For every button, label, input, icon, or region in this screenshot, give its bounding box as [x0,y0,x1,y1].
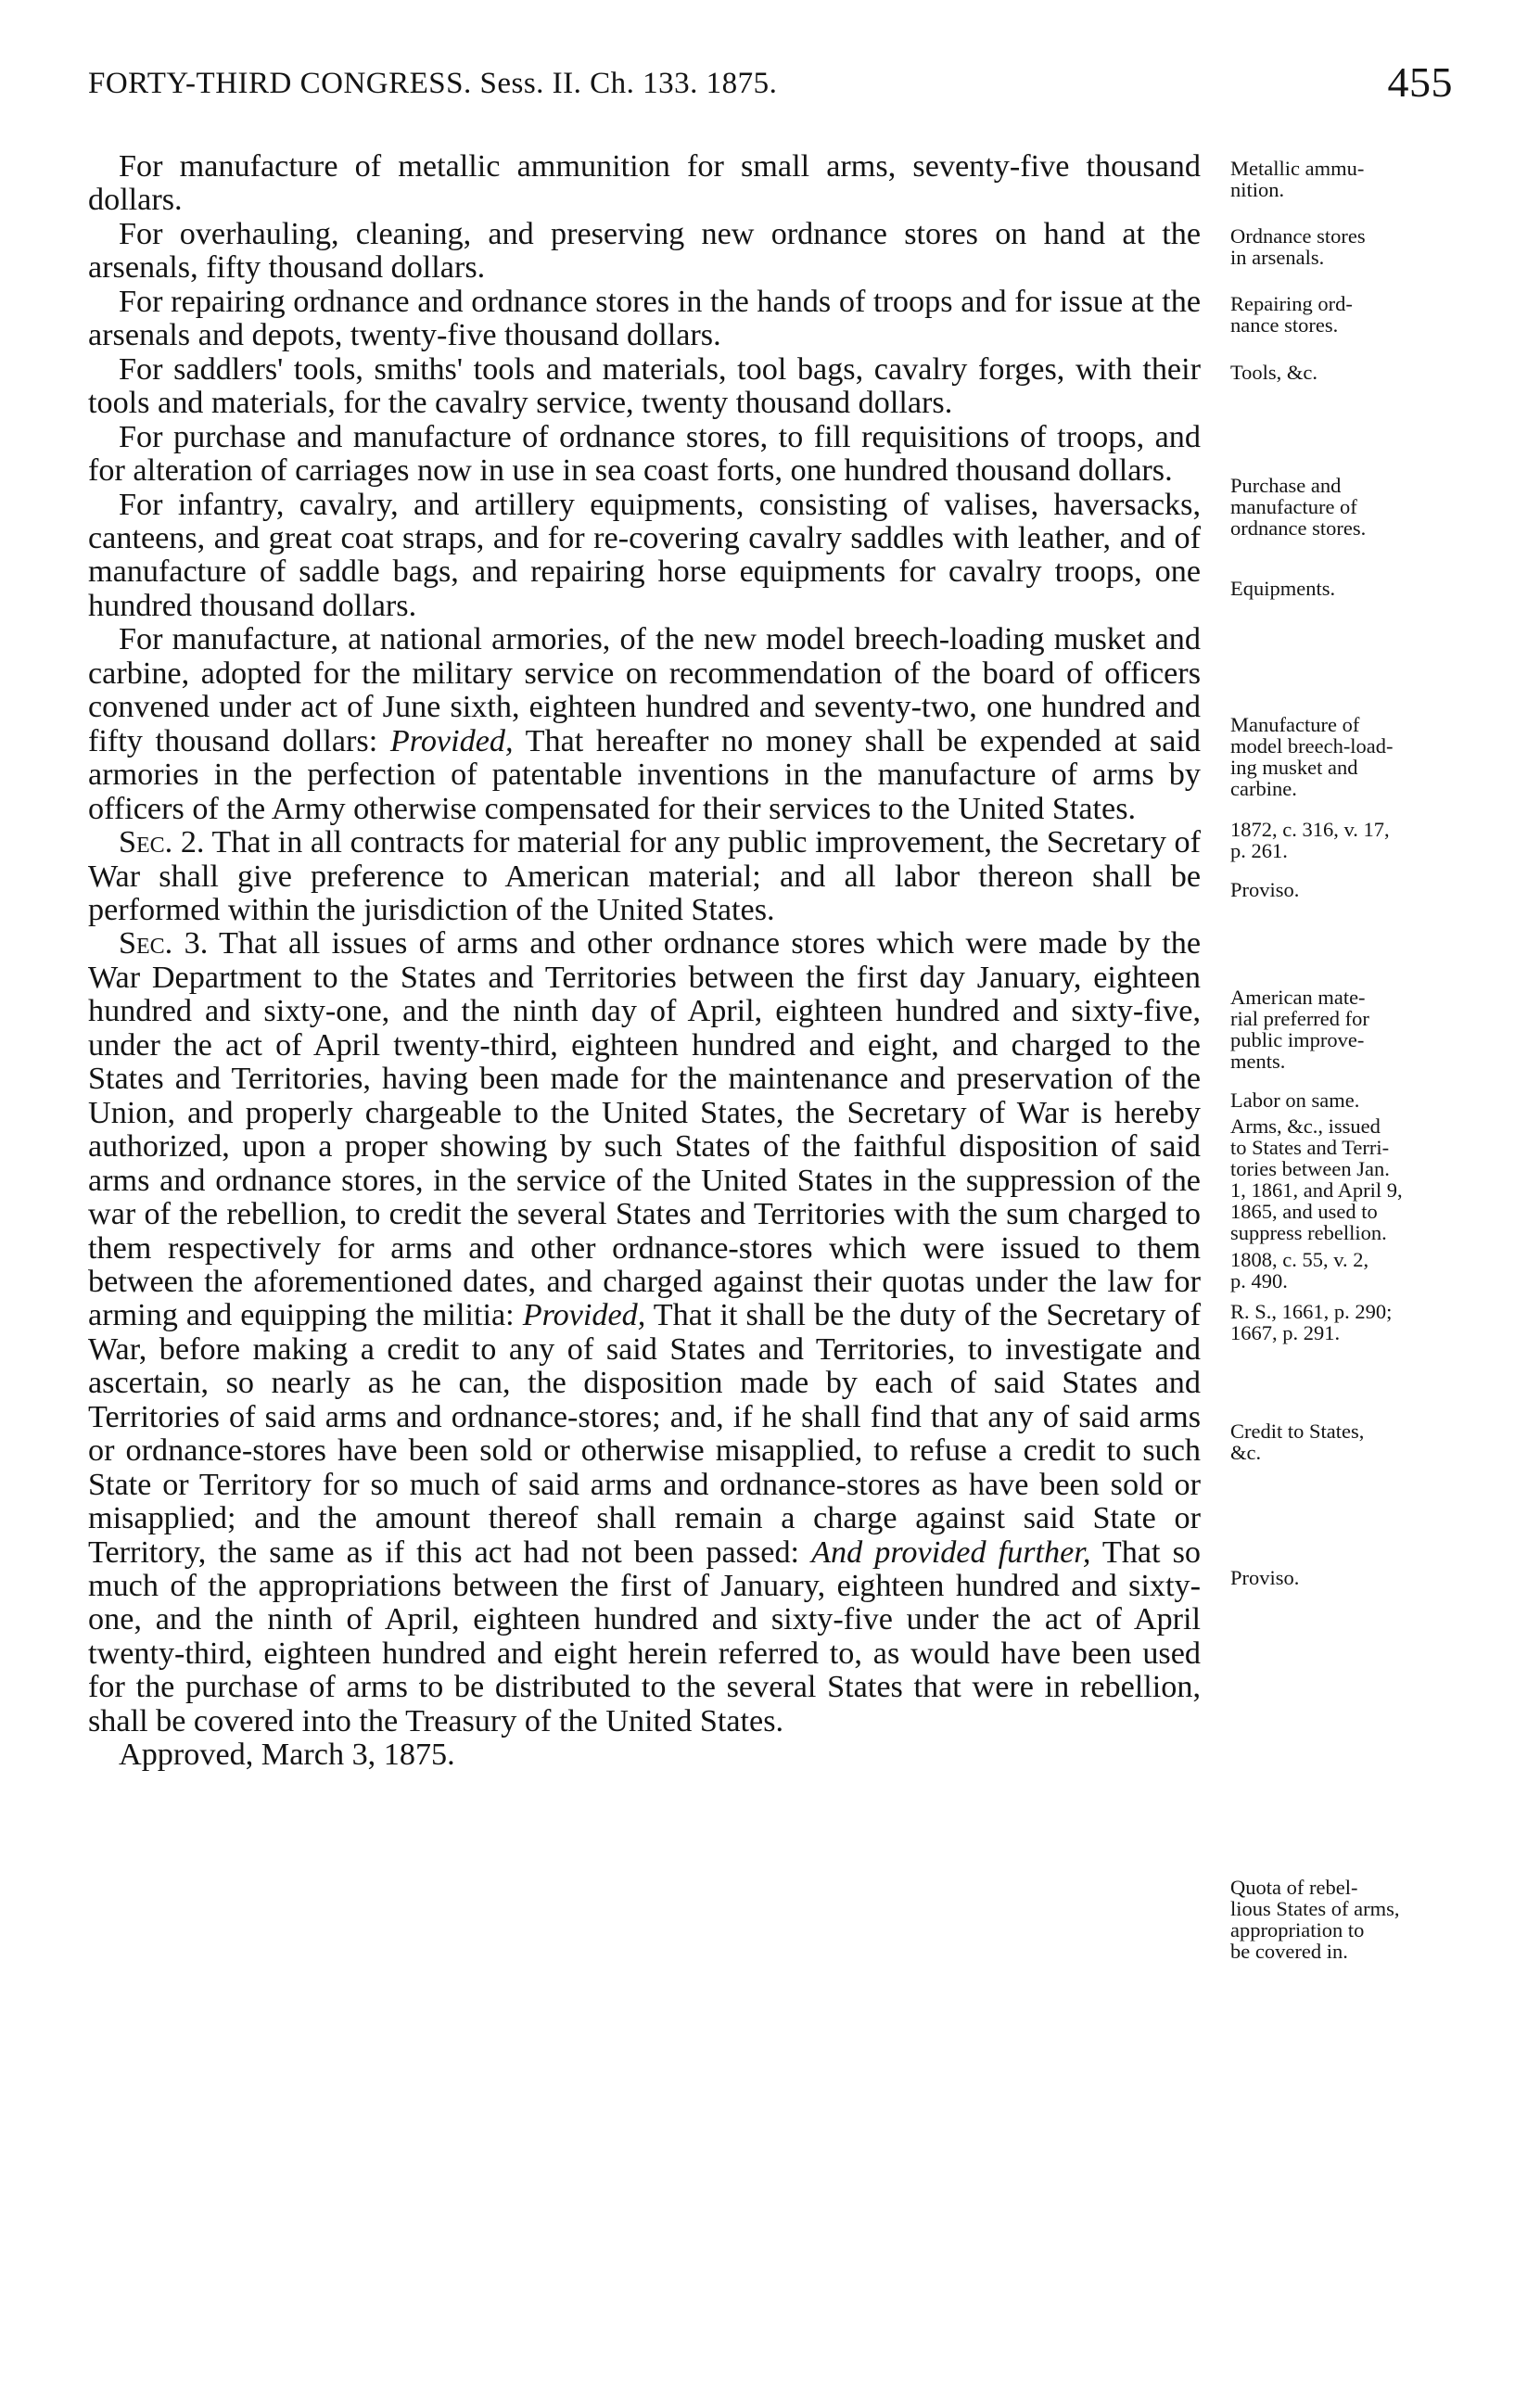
margin-note-line: Purchase and [1230,474,1342,497]
text-segment: That all issues of arms and other ordnance stores which were made by the War Department to the States and Territories between the first day January, eighteen hundred and sixty-one, and the ninth day of April, eighteen hundred and sixty-five, under the act of April twenty-third, eighteen hundred and eight, and charged to the States and Territories, having been made for the maintenance and preservation of the Union, and properly chargeable to the United States, the Secretary of War is hereby authorized, upon a proper showing by such States of the faithful disposition of said arms and ordnance stores, in the service of the United States in the suppression of the war of the rebellion, to credit the several States and Territories with the sum charged to them respectively for arms and other ordnance-stores which were issued to them between the aforementioned dates, and charged against their quotas under the law for arming and equipping the militia: [88,926,1201,1333]
paragraph-breech-loading-musket [88,623,1201,826]
margin-note-line: 1667, p. 291. [1230,1321,1341,1344]
margin-note-line: suppress rebellion. [1230,1221,1387,1244]
margin-note [1230,475,1462,539]
approval-line: Approved, March 3, 1875. [119,1738,455,1773]
margin-note-line: Equipments. [1230,577,1336,600]
margin-note-line: carbine. [1230,777,1297,800]
margin-note-line: Credit to States, [1230,1420,1365,1443]
page-number: 455 [1387,58,1453,106]
margin-note-line: model breech-load- [1230,734,1394,758]
margin-note-line: Metallic ammu- [1230,157,1365,180]
margin-note [1230,1249,1462,1292]
proviso-keyword: And provided further, [811,1534,1091,1570]
margin-note [1230,158,1462,200]
margin-note-line: tories between Jan. [1230,1157,1390,1180]
margin-note-line: appropriation to [1230,1918,1365,1942]
margin-note-line: 1872, c. 316, v. 17, [1230,818,1390,841]
margin-note-line: in arsenals. [1230,246,1325,269]
margin-note-line: &c. [1230,1441,1262,1464]
margin-note-line: Quota of rebel- [1230,1876,1358,1899]
margin-note-line: Tools, &c. [1230,361,1318,384]
margin-note [1230,362,1462,383]
margin-note-line: 1, 1861, and April 9, [1230,1178,1403,1202]
statute-text [88,150,1201,1773]
margin-note-line: p. 490. [1230,1269,1288,1292]
paragraph-purchase-ordnance: For purchase and manufacture of ordnance stores, to fill requisitions of troops, and for alteration of carriages now in use in sea coast forts, one hundred thousand dollars. [88,419,1201,489]
text-segment: That hereafter no money shall be expended at said armories in the perfection of patentable inventions in the manufacture of arms by officers of the Army otherwise compensated for their services to the United States. [88,723,1201,826]
margin-note-line: Manufacture of [1230,713,1360,736]
margin-note-line: Arms, &c., issued [1230,1114,1381,1138]
margin-note-line: be covered in. [1230,1940,1348,1963]
section-label: Sec. 3. [119,926,209,961]
margin-note [1230,1301,1462,1343]
paragraph-repairing-ordnance: For repairing ordnance and ordnance stores in the hands of troops and for issue at the arsenals and depots, twenty-five thousand dollars. [88,284,1201,353]
margin-note [1230,225,1462,268]
margin-note [1230,1089,1462,1111]
margin-note-line: ments. [1230,1050,1286,1073]
page-header [88,57,1453,113]
margin-note-line: R. S., 1661, p. 290; [1230,1300,1393,1323]
margin-note-line: p. 261. [1230,839,1288,862]
margin-note-line: Labor on same. [1230,1089,1360,1112]
paragraph-tools: For saddlers' tools, smiths' tools and materials, tool bags, cavalry forges, with their tools and materials, for the cavalry service, twenty thousand dollars. [88,351,1201,421]
margin-note-line: public improve- [1230,1028,1365,1051]
margin-note [1230,1877,1462,1962]
paragraph-ordnance-stores-arsenals: For overhauling, cleaning, and preserving new ordnance stores on hand at the arsenals, fifty thousand dollars. [88,216,1201,286]
margin-note-line: Ordnance stores [1230,224,1366,248]
text-segment: That so much of the appropriations between the first of January, eighteen hundred and sixty-one, and the ninth of April, eighteen hundred and sixty-five under the act of April twenty-third, eighteen hundred and eight herein referred to, as would have been used for the purchase of arms to be distributed to the several States that were in rebellion, shall be covered into the Treasury of the United States. [88,1534,1201,1738]
paragraph-equipments: For infantry, cavalry, and artillery equipments, consisting of valises, haversacks, canteens, and great coat straps, and for re-covering cavalry saddles with leather, and of manufacture of saddle bags, and repairing horse equipments for cavalry troops, one hundred thousand dollars. [88,487,1201,623]
margin-note [1230,714,1462,799]
section-3 [88,927,1201,1738]
margin-note [1230,879,1462,900]
proviso-keyword: Provided, [389,723,514,758]
margin-note-line: ordnance stores. [1230,516,1367,540]
margin-note [1230,987,1462,1072]
margin-note-line: nition. [1230,178,1285,201]
margin-note [1230,1567,1462,1588]
text-segment: That it shall be the duty of the Secretary of War, before making a credit to any of said States and Territories, to investigate and ascertain, so nearly as he can, the disposition made by each of said States and Territories of said arms and ordnance-stores; and, if he shall find that any of said arms or ordnance-stores have been sold or otherwise misapplied, to refuse a credit to such State or Territory for so much of said arms and ordnance-stores as have been sold or misapplied; and the amount thereof shall remain a charge against said State or Territory, the same as if this act had not been passed: [88,1298,1201,1570]
margin-note-line: Repairing ord- [1230,292,1353,315]
paragraph-metallic-ammunition: For manufacture of metallic ammunition for small arms, seventy-five thousand dollars. [88,149,1201,218]
margin-note-line: nance stores. [1230,313,1339,337]
section-2 [88,826,1201,927]
margin-note-line: lious States of arms, [1230,1897,1400,1920]
running-head: FORTY-THIRD CONGRESS. Sess. II. Ch. 133. 1875. [88,67,778,100]
margin-note-line: Proviso. [1230,878,1300,901]
margin-note [1230,293,1462,336]
margin-note-line: rial preferred for [1230,1007,1369,1030]
text-segment: For manufacture, at national armories, of the new model breech-loading musket and carbine, adopted for the military service on recommendation of the board of officers convened under act of June sixth, eighteen hundred and seventy-two, one hundred and fifty thousand dollars: [88,622,1201,758]
margin-note-line: ing musket and [1230,756,1358,779]
margin-note-line: Proviso. [1230,1566,1300,1589]
section-label: Sec. 2. [119,825,205,860]
margin-note-line: to States and Terri- [1230,1136,1390,1159]
margin-note [1230,1420,1462,1463]
text-segment: That in all contracts for material for any public improvement, the Secretary of War shall give preference to American material; and all labor thereon shall be performed within the jurisdiction of the United States. [88,825,1201,927]
margin-note-line: 1808, c. 55, v. 2, [1230,1248,1369,1271]
margin-note-line: American mate- [1230,986,1366,1009]
margin-note [1230,1115,1462,1243]
margin-note-line: 1865, and used to [1230,1200,1378,1223]
margin-note [1230,819,1462,861]
margin-note-line: manufacture of [1230,495,1357,518]
proviso-keyword: Provided, [522,1298,646,1333]
margin-note [1230,578,1462,599]
